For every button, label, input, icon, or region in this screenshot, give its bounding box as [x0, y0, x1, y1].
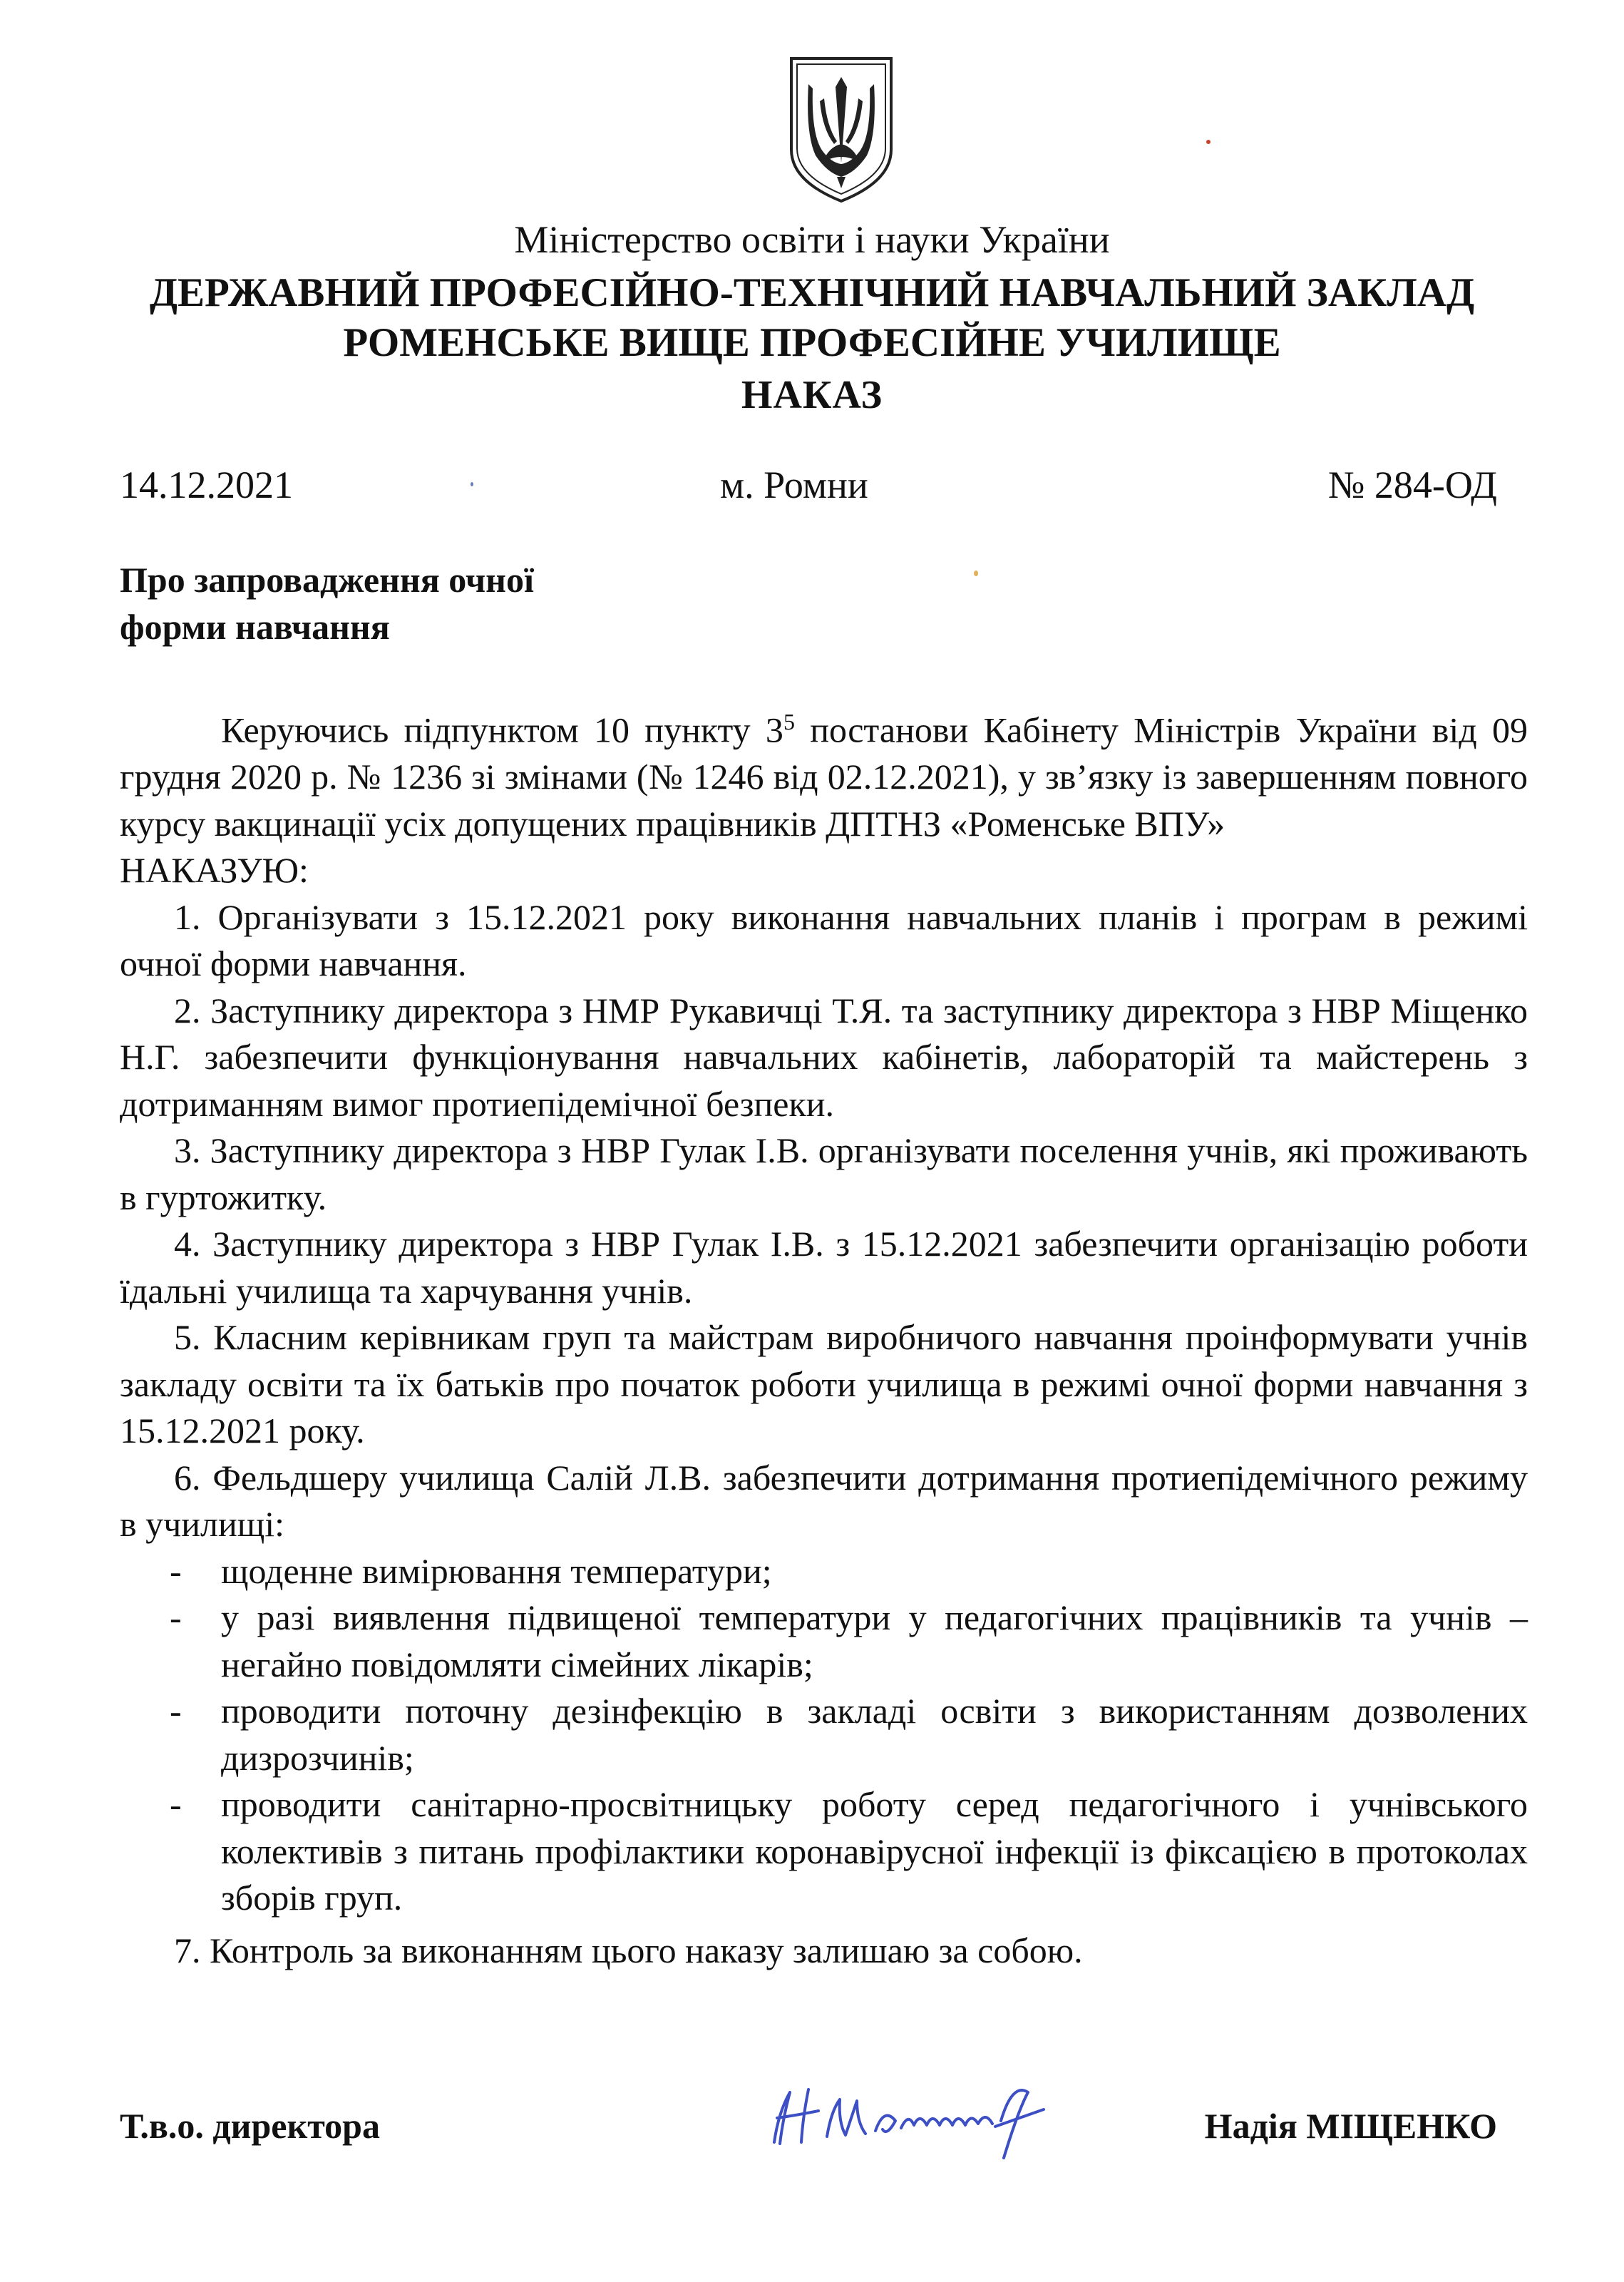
institution-name-line1: ДЕРЖАВНИЙ ПРОФЕСІЙНО-ТЕХНІЧНИЙ НАВЧАЛЬНИЙ ЗАКЛАД [149, 270, 1475, 315]
preamble-text-end: постанови Кабінету Міністрів України від 09 грудня 2020 р. № 1236 зі змінами (№ 1246 від 02.12.2021), у зв’язку із завершенням повного курсу вакцинації усіх допущених працівників ДПТНЗ «Роменське ВПУ» [120, 710, 1528, 844]
order-item-5: 5. Класним керівникам груп та майстрам виробничого навчання проінформувати учнів закладу освіти та їх батьків про початок роботи училища в режимі очної форми навчання з 15.12.2021 року. [120, 1317, 1528, 1451]
signatory-title: Т.в.о. директора [120, 2106, 380, 2146]
subject-line-1: Про запровадження очної [120, 560, 534, 600]
preamble-superscript: 5 [783, 709, 795, 735]
scan-speck [974, 570, 978, 576]
sub-item-2 [120, 1595, 1528, 1688]
order-subject [120, 556, 534, 650]
document-type: НАКАЗ [741, 373, 883, 417]
order-item-6: 6. Фельдшеру училища Салій Л.В. забезпечити дотримання протиепідемічного режиму в училищі: [120, 1457, 1528, 1545]
order-item-3: 3. Заступнику директора з НВР Гулак І.В. організувати поселення учнів, які проживають в гуртожитку. [120, 1130, 1528, 1217]
sub-item-text: проводити санітарно-просвітницьку роботу серед педагогічного і учнівського колективів з питань профілактики коронавірусної інфекції із фіксацією в протоколах зборів груп. [221, 1784, 1528, 1918]
subject-line-2: форми навчання [120, 607, 390, 647]
sub-item-text: щоденне вимірювання температури; [221, 1550, 772, 1591]
preamble-text-start: Керуючись підпунктом 10 пункту 3 [221, 710, 783, 750]
preamble-paragraph [120, 699, 1528, 847]
order-item-1: 1. Організувати з 15.12.2021 року виконання навчальних планів і програм в режимі очної форми навчання. [120, 896, 1528, 984]
dash-marker: - [170, 1691, 182, 1731]
scan-speck [471, 482, 473, 486]
order-date: 14.12.2021 [120, 464, 293, 506]
ministry-name: Міністерство освіти і науки України [514, 218, 1110, 261]
scan-speck [1206, 140, 1211, 144]
order-item-4: 4. Заступнику директора з НВР Гулак І.В. з 15.12.2021 забезпечити організацію роботи їдальні училища та харчування учнів. [120, 1224, 1528, 1311]
sub-item-1 [120, 1548, 1528, 1595]
sub-item-text: проводити поточну дезінфекцію в закладі освіти з використанням дозволених дизрозчинів; [221, 1691, 1528, 1778]
dash-marker: - [170, 1597, 182, 1638]
institution-name-line2: РОМЕНСЬКЕ ВИЩЕ ПРОФЕСІЙНЕ УЧИЛИЩЕ [343, 320, 1281, 365]
order-body [120, 699, 1528, 1974]
trident-emblem-icon [787, 56, 895, 204]
order-item-2: 2. Заступнику директора з НМР Рукавичці Т.Я. та заступнику директора з НВР Міщенко Н.Г. забезпечити функціонування навчальних кабінетів, лабораторій та майстерень з дотриманням вимог протиепідемічної безпеки. [120, 990, 1528, 1124]
order-number: № 284-ОД [1327, 464, 1497, 506]
order-item-7: 7. Контроль за виконанням цього наказу залишаю за собою. [174, 1930, 1083, 1970]
dash-marker: - [170, 1550, 182, 1591]
signatory-name: Надія МІЩЕНКО [1204, 2106, 1497, 2146]
handwritten-signature [761, 2068, 1075, 2161]
sub-item-text: у разі виявлення підвищеної температури у педагогічних працівників та учнів – негайно повідомляти сімейних лікарів; [221, 1597, 1528, 1684]
order-city: м. Ромни [720, 464, 868, 506]
sub-item-3 [120, 1688, 1528, 1781]
order-word: НАКАЗУЮ: [120, 850, 309, 891]
dash-marker: - [170, 1784, 182, 1825]
sub-item-4 [120, 1781, 1528, 1922]
